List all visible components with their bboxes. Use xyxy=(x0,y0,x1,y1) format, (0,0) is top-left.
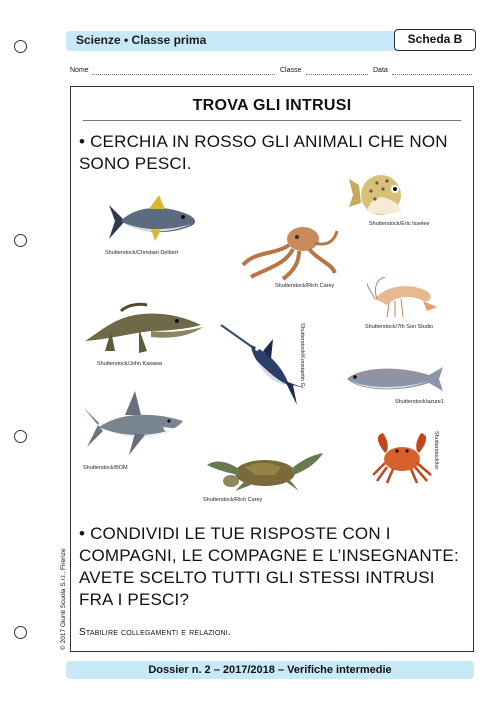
binder-hole-1 xyxy=(14,40,27,53)
pufferfish-credit: Shutterstock/Eric Isselee xyxy=(369,221,430,227)
class-line[interactable] xyxy=(306,74,368,75)
pufferfish-image[interactable] xyxy=(347,167,413,221)
crab-image[interactable] xyxy=(369,429,435,485)
salmon-image[interactable] xyxy=(343,361,447,397)
class-label: Classe xyxy=(280,67,302,74)
turtle-image[interactable] xyxy=(205,451,325,495)
tuna-credit: Shutterstock/Christian Delbert xyxy=(105,250,179,256)
skill-label: Stabilire collegamenti e relazioni. xyxy=(79,627,231,638)
octopus-credit: Shutterstock/Rich Carey xyxy=(275,283,335,289)
instruction-circle: • CERCHIA IN ROSSO GLI ANIMALI CHE NON SONO PESCI. xyxy=(79,132,448,173)
header-bar xyxy=(66,31,474,51)
salmon-credit: Shutterstock/azure1 xyxy=(395,399,444,405)
date-label: Data xyxy=(373,67,388,74)
crocodile-image[interactable] xyxy=(81,291,205,359)
shark-credit: Shutterstock/BOM xyxy=(83,465,128,471)
page-title: TROVA GLI INTRUSI xyxy=(192,97,352,114)
instruction-share: • CONDIVIDI LE TUE RISPOSTE CON I COMPAGNI, LE COMPAGNE E L’INSEGNANTE: AVETE SCELTO TUTTI GLI STESSI INTRUSI FRA I PESCI? xyxy=(79,524,459,609)
swordfish-image[interactable] xyxy=(217,319,307,409)
swordfish-credit: Shutterstock/Konstantin G xyxy=(299,323,305,387)
crocodile-credit: Shutterstock/John Kasawa xyxy=(97,361,163,367)
name-label: Nome xyxy=(70,67,89,74)
shrimp-credit: Shutterstock/7th Son Studio xyxy=(365,324,434,330)
title-rule xyxy=(83,120,461,121)
subject-label: Scienze • Classe prima xyxy=(76,33,207,47)
octopus-image[interactable] xyxy=(235,221,339,281)
student-fields xyxy=(70,67,474,79)
name-line[interactable] xyxy=(92,74,275,75)
date-line[interactable] xyxy=(392,74,472,75)
binder-hole-4 xyxy=(14,626,27,639)
crab-credit: Shutterstock/lor xyxy=(433,431,439,470)
shark-image[interactable] xyxy=(79,387,189,463)
binder-hole-2 xyxy=(14,234,27,247)
tuna-image[interactable] xyxy=(103,193,199,249)
footer-bar: Dossier n. 2 – 2017/2018 – Verifiche intermedie xyxy=(66,661,474,679)
exercise-frame xyxy=(70,86,474,652)
binder-hole-3 xyxy=(14,430,27,443)
turtle-credit: Shutterstock/Rich Carey xyxy=(203,497,263,503)
sheet-tab: Scheda B xyxy=(394,29,476,51)
copyright-note: © 2017 Giunti Scuola S.r.l., Firenze xyxy=(60,548,67,650)
shrimp-image[interactable] xyxy=(367,277,443,321)
